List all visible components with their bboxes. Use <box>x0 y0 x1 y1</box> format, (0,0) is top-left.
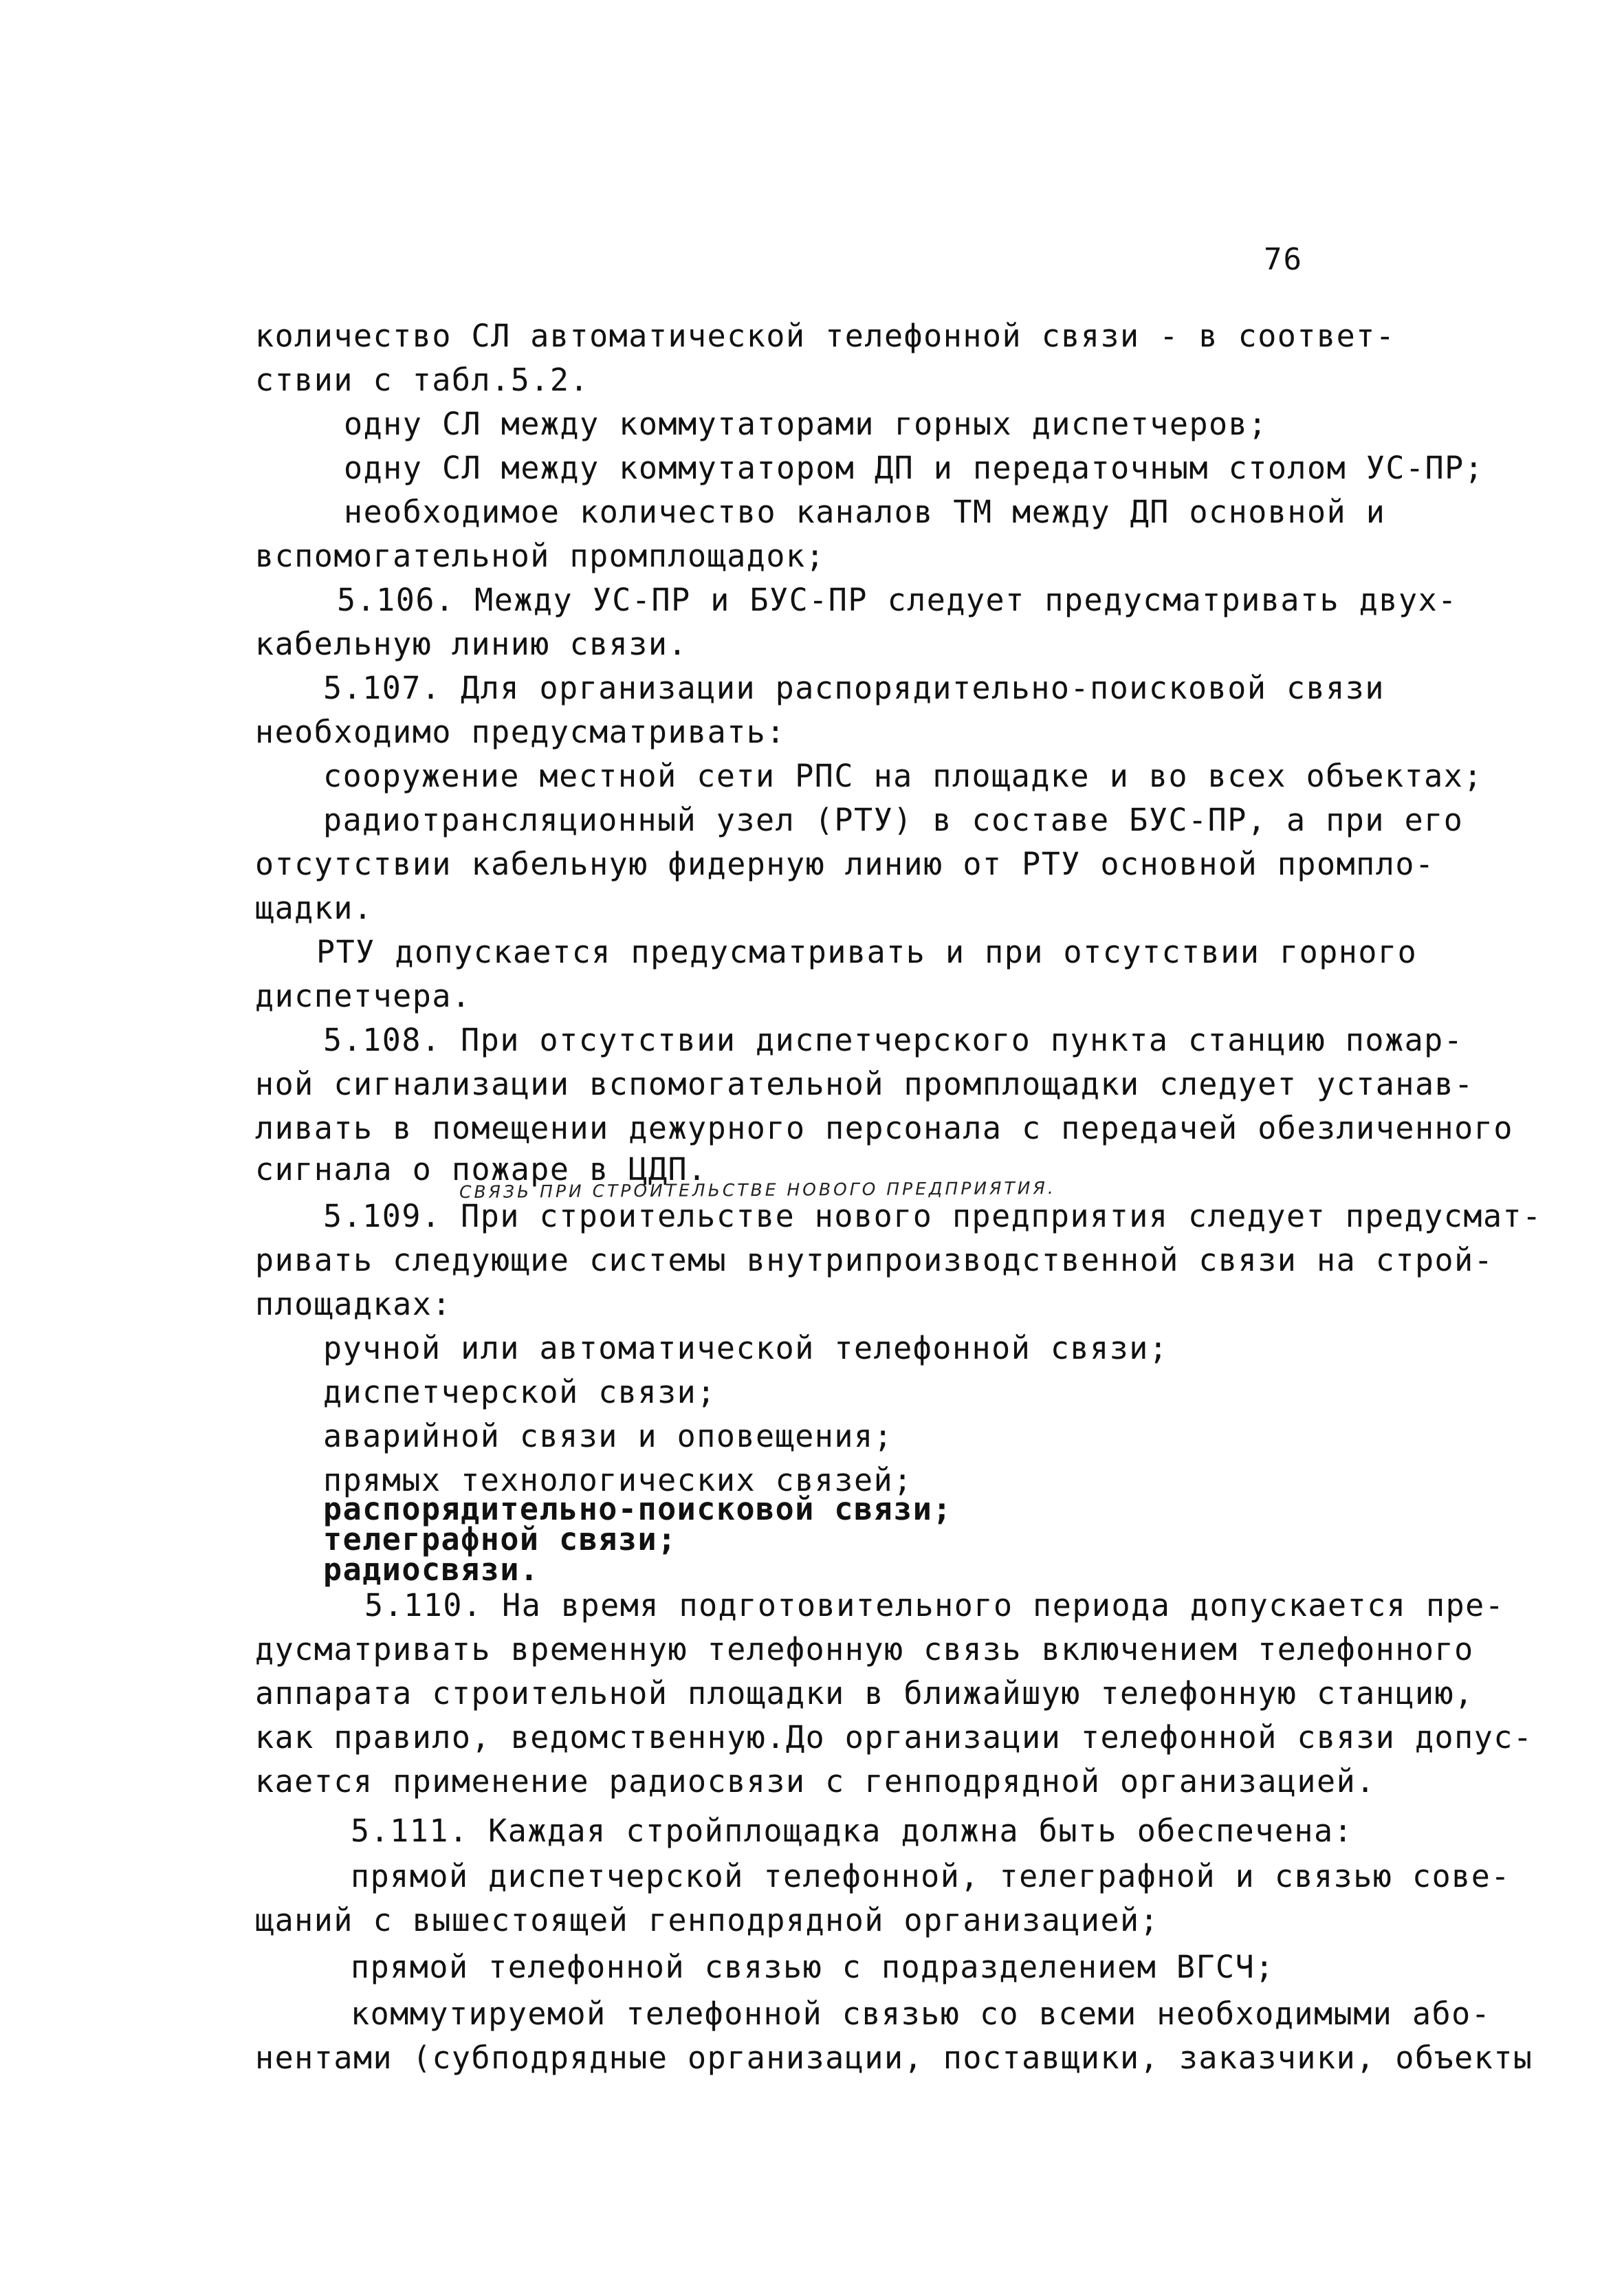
text-line: коммутируемой телефонной связью со всеми необходимыми або- <box>351 1996 1491 2032</box>
text-line: необходимое количество каналов ТМ между ДП основной и <box>344 494 1386 530</box>
text-line: количество СЛ автоматической телефонной связи - в соответ- <box>255 318 1396 354</box>
text-line: площадках: <box>255 1286 452 1322</box>
text-line: 5.110. На время подготовительного периода допускается пре- <box>364 1587 1505 1623</box>
text-line: нентами (субподрядные организации, поставщики, заказчики, объекты <box>255 2040 1533 2076</box>
text-line: сигнала о пожаре в ЦДП. <box>255 1151 707 1188</box>
text-line: ствии с табл.5.2. <box>255 362 590 398</box>
text-line: РТУ допускается предусматривать и при отсутствии горного <box>316 934 1418 970</box>
text-line: 5.107. Для организации распорядительно-поисковой связи <box>323 670 1385 706</box>
text-line: кается применение радиосвязи с генподрядной организацией. <box>255 1763 1376 1800</box>
text-line: прямых технологических связей; <box>323 1462 913 1498</box>
text-line: одну СЛ между коммутаторами горных диспетчеров; <box>344 406 1268 442</box>
text-line: кабельную линию связи. <box>255 626 688 662</box>
text-line: дусматривать временную телефонную связь включением телефонного <box>255 1631 1474 1668</box>
text-line: ручной или автоматической телефонной связи; <box>323 1330 1169 1366</box>
text-line: 5.109. При строительстве нового предприятия следует предусмат- <box>323 1198 1542 1234</box>
text-line: ривать следующие системы внутрипроизводственной связи на строй- <box>255 1242 1494 1278</box>
text-line: аварийной связи и оповещения; <box>323 1418 894 1454</box>
text-line: щаний с вышестоящей генподрядной организацией; <box>255 1902 1160 1938</box>
text-line: одну СЛ между коммутатором ДП и передаточным столом УС-ПР; <box>344 450 1484 486</box>
handwritten-annotation: СВЯЗЬ ПРИ СТРОИТЕЛЬСТВЕ НОВОГО ПРЕДПРИЯТИЯ. <box>459 1177 1056 1203</box>
text-line: ливать в помещении дежурного персонала с передачей обезличенного <box>255 1110 1513 1146</box>
text-line: необходимо предусматривать: <box>255 714 786 750</box>
text-line: ной сигнализации вспомогательной промплощадки следует устанав- <box>255 1066 1474 1102</box>
text-line: телеграфной связи; <box>323 1521 677 1557</box>
text-line: вспомогательной промплощадок; <box>255 538 826 574</box>
page-number: 76 <box>1264 242 1303 277</box>
text-line: прямой диспетчерской телефонной, телеграфной и связью сове- <box>351 1858 1511 1894</box>
text-line: аппарата строительной площадки в ближайшую телефонную станцию, <box>255 1675 1474 1712</box>
text-line: 5.108. При отсутствии диспетчерского пункта станцию пожар- <box>323 1022 1464 1058</box>
text-line: щадки. <box>255 890 373 926</box>
text-line: радиотрансляционный узел (РТУ) в составе БУС-ПР, а при его <box>323 802 1464 838</box>
text-line: диспетчера. <box>255 978 472 1014</box>
text-line: 5.106. Между УС-ПР и БУС-ПР следует предусматривать двух- <box>337 582 1458 618</box>
text-line: сооружение местной сети РПС на площадке и во всех объектах; <box>323 758 1483 794</box>
text-line: как правило, ведомственную.До организации телефонной связи допус- <box>255 1719 1533 1756</box>
text-line: диспетчерской связи; <box>323 1374 716 1410</box>
text-line: прямой телефонной связью с подразделением ВГСЧ; <box>351 1949 1275 1985</box>
text-line: отсутствии кабельную фидерную линию от РТУ основной промпло- <box>255 846 1435 882</box>
text-line: распорядительно-поисковой связи; <box>323 1491 952 1527</box>
text-line: радиосвязи. <box>323 1551 540 1588</box>
text-line: 5.111. Каждая стройплощадка должна быть обеспечена: <box>351 1813 1354 1849</box>
